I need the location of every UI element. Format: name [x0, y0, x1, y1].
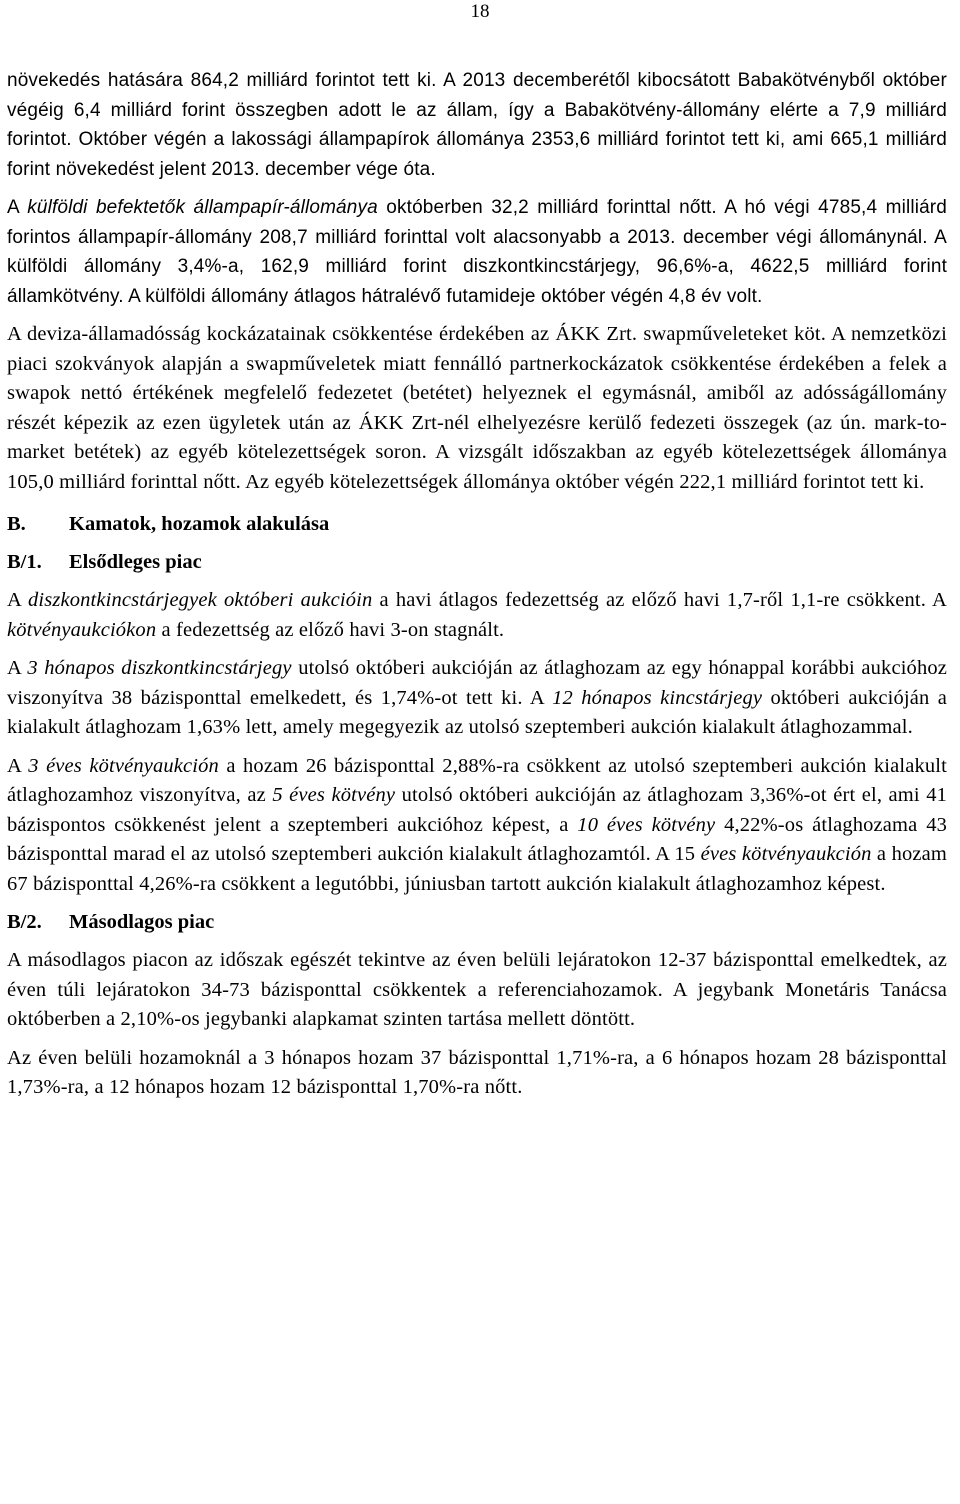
- paragraph-short-term-yields: Az éven belüli hozamoknál a 3 hónapos hozam 37 bázisponttal 1,71%-ra, a 6 hónapos hozam 28 bázisponttal 1,73%-ra, a 12 hónapos hozam 12 bázisponttal 1,70%-ra nőtt.: [7, 1046, 947, 1098]
- emphasis-text: kötvényaukciókon: [7, 618, 157, 641]
- emphasis-text: külföldi befektetők állampapír-állománya: [27, 197, 378, 218]
- paragraph-auction-coverage: [7, 586, 947, 645]
- paragraph-text: A: [7, 754, 29, 777]
- section-title: Elsődleges piac: [69, 551, 202, 573]
- emphasis-text: 3 hónapos diszkontkincstárjegy: [27, 657, 292, 679]
- paragraph-text: a havi átlagos fedezettség az előző havi 1,7-ről 1,1-re csökkent. A: [372, 589, 947, 611]
- page-number: 18: [470, 1, 490, 22]
- emphasis-text: 10 éves kötvény: [577, 813, 716, 836]
- paragraph-text: A hó végi 4785,4 milliárd forintos állampapír-állomány 208,7 milliárd forinttal volt alacsonyabb a 2013. december végi állománynál. A külföldi állomány 3,4%-a, 162,9 milliárd forint diszkontkincstárjegy, 96,6%-a, 4622,5 milliárd forint államkötvény. A külföldi állomány átlagos hátralévő futamideje október végén 4,8 év volt.: [7, 197, 947, 307]
- section-number: B/1.: [7, 551, 42, 573]
- paragraph-text: 4,22%-os átlaghozama 43 bázisponttal marad el az utolsó szeptemberi aukción kialakult átlaghozamtól. A 15: [7, 813, 948, 865]
- section-number: B/2.: [7, 911, 42, 933]
- emphasis-text: éves kötvényaukción: [700, 843, 872, 865]
- paragraph-swap: A deviza-államadósság kockázatainak csökkentése érdekében az ÁKK Zrt. swapműveleteket köt. A nemzetközi piaci szokványok alapján a swapműveletek miatt fennálló partnerkockázatok csökkentése érdekében a felek a swapok nettó értékének megfelelő fedezetet (betétet) helyeznek el egymásnál, amiből az adósságállomány részét képezik az ezen ügyletek után az ÁKK Zrt-nél elhelyezésre kerülő fedezeti összegek (az ún. mark-to-market betétek) az egyéb kötelezettségek soron. A vizsgált időszakban az egyéb kötelezettségek állománya 105,0 milliárd forinttal nőtt. Az egyéb kötelezettségek állománya október végén 222,1 milliárd forintot tett ki.: [7, 323, 947, 493]
- section-heading-b1: [7, 547, 947, 577]
- paragraph-text: A: [7, 589, 28, 611]
- section-title: Kamatok, hozamok alakulása: [69, 513, 330, 535]
- paragraph-secondary-market: A másodlagos piacon az időszak egészét tekintve az éven belüli lejáratokon 12-37 bázisponttal emelkedtek, az éven túli lejáratokon 34-73 bázisponttal csökkentek a referenciahozamok. A jegybank Monetáris Tanácsa októberben a 2,10%-os jegybanki alapkamat szinten tartása mellett döntött.: [7, 949, 947, 1030]
- paragraph-text: októberi aukcióján a kialakult átlaghozam 1,63% lett, amely megegyezik az utolsó szeptemberi aukción kialakult átlaghozammal.: [7, 686, 947, 738]
- paragraph-text: utolsó októberi aukcióján az átlaghozam 3,36%-ot ért el, ami 41 bázispontos csökkenést jelent a szeptemberi aukcióhoz képest, a: [7, 784, 947, 836]
- paragraph-bond-yields: [7, 752, 947, 900]
- paragraph-text: októberben 32,2 milliárd forinttal nőtt.: [377, 197, 717, 218]
- paragraph-foreign-investors: [7, 193, 947, 311]
- emphasis-text: 12 hónapos kincstárjegy: [552, 686, 763, 709]
- section-title: Másodlagos piac: [69, 911, 215, 933]
- paragraph-text: A: [7, 197, 28, 218]
- paragraph-text: a hozam 26 bázisponttal 2,88%-ra csökkent az utolsó szeptemberi aukción kialakult átlaghozamhoz viszonyítva, az: [7, 754, 947, 806]
- paragraph-text: a fedezettség az előző havi 3-on stagnált.: [156, 618, 505, 641]
- emphasis-text: 5 éves kötvény: [272, 784, 396, 806]
- paragraph-text: növekedés hatására 864,2 milliárd forintot tett ki. A 2013 decemberétől kibocsátott Babakötvényből október végéig 6,4 milliárd forint összegben adott le az állam, így a Babakötvény-állomány elérte a 7,9 milliárd forintot.: [7, 70, 947, 150]
- paragraph-text: utolsó októberi aukcióján az átlaghozam az egy hónappal korábbi aukcióhoz viszonyítva 38 bázisponttal emelkedett, és 1,74%-ot tett ki. A: [7, 657, 947, 709]
- page-content: [7, 66, 947, 1103]
- section-number: B.: [7, 513, 26, 535]
- section-heading-b2: [7, 907, 947, 937]
- paragraph-text: A: [7, 657, 28, 679]
- section-heading-b: [7, 509, 947, 539]
- emphasis-text: 3 éves kötvényaukción: [28, 754, 219, 777]
- paragraph-babakotveny: [7, 66, 947, 184]
- paragraph-tbill-yields: [7, 654, 947, 743]
- paragraph-text: Október végén a lakossági állampapírok állománya 2353,6 milliárd forintot tett ki, ami 665,1 milliárd forint növekedést jelent 2013. december vége óta.: [7, 129, 947, 180]
- paragraph-text: a hozam 67 bázisponttal 4,26%-ra csökkent a legutóbbi, júniusban tartott aukción kialakult átlaghozamhoz képest.: [7, 843, 948, 895]
- emphasis-text: diszkontkincstárjegyek októberi aukcióin: [27, 589, 373, 611]
